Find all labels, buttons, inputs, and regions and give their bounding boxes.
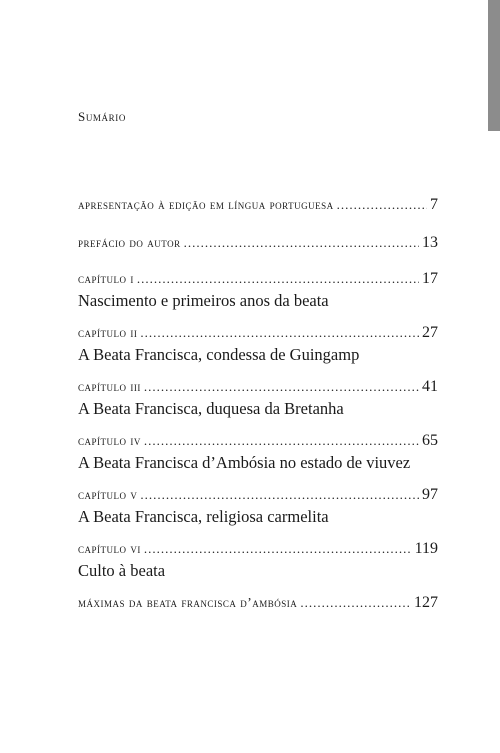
leader-dots — [140, 325, 419, 341]
toc-entry-label: prefácio do autor — [78, 235, 181, 250]
toc-heading: Sumário — [78, 109, 126, 124]
toc-entry-capitulo-5[interactable] — [78, 486, 438, 527]
toc-line — [78, 378, 438, 396]
toc-entry-subtitle: A Beata Francisca, condessa de Guingamp — [78, 345, 360, 364]
page-edge-tab — [488, 0, 500, 131]
toc-entry-subtitle: Nascimento e primeiros anos da beata — [78, 291, 329, 310]
toc-page-number: 41 — [422, 378, 438, 395]
toc-page-number: 65 — [422, 432, 438, 449]
toc-line — [78, 196, 438, 214]
toc-entry-maximas[interactable] — [78, 594, 438, 612]
leader-dots — [144, 433, 419, 449]
toc-line — [78, 324, 438, 342]
leader-dots — [184, 235, 419, 251]
toc-entry-apresentacao[interactable] — [78, 196, 438, 214]
toc-entry-subtitle: A Beata Francisca, duquesa da Bretanha — [78, 399, 344, 418]
leader-dots — [140, 487, 419, 503]
toc-page-number: 17 — [422, 270, 438, 287]
toc-entry-label: capítulo i — [78, 271, 134, 286]
toc-entry-prefacio[interactable] — [78, 234, 438, 252]
leader-dots — [144, 541, 412, 557]
toc-page-number: 127 — [414, 594, 438, 611]
toc-entry-capitulo-1[interactable] — [78, 270, 438, 311]
toc-line — [78, 234, 438, 252]
toc-line — [78, 270, 438, 288]
leader-dots — [337, 197, 427, 213]
toc-line — [78, 540, 438, 558]
toc-entry-label: capítulo iv — [78, 433, 141, 448]
toc-line — [78, 432, 438, 450]
toc-entry-label: máximas da beata francisca d’ambósia — [78, 595, 298, 610]
leader-dots — [300, 595, 411, 611]
toc-entry-subtitle: A Beata Francisca, religiosa carmelita — [78, 507, 329, 526]
toc-entry-label: capítulo vi — [78, 541, 141, 556]
toc-entry-label: capítulo v — [78, 487, 138, 502]
toc-page-number: 27 — [422, 324, 438, 341]
leader-dots — [137, 271, 419, 287]
leader-dots — [144, 379, 419, 395]
toc-entry-capitulo-4[interactable] — [78, 432, 438, 473]
toc-entry-capitulo-6[interactable] — [78, 540, 438, 581]
toc-entry-subtitle: Culto à beata — [78, 561, 166, 580]
toc-page-number: 7 — [430, 196, 438, 213]
toc-page-number: 119 — [414, 540, 438, 557]
toc-entry-label: capítulo iii — [78, 379, 141, 394]
toc-line — [78, 594, 438, 612]
toc-line — [78, 486, 438, 504]
toc-entry-label: capítulo ii — [78, 325, 138, 340]
toc-entry-capitulo-2[interactable] — [78, 324, 438, 365]
toc-entry-subtitle: A Beata Francisca d’Ambósia no estado de viuvez — [78, 453, 411, 472]
toc-page-number: 97 — [422, 486, 438, 503]
toc-entry-capitulo-3[interactable] — [78, 378, 438, 419]
toc-page-number: 13 — [422, 234, 438, 251]
toc-entry-label: apresentação à edição em língua portuguesa — [78, 197, 334, 212]
